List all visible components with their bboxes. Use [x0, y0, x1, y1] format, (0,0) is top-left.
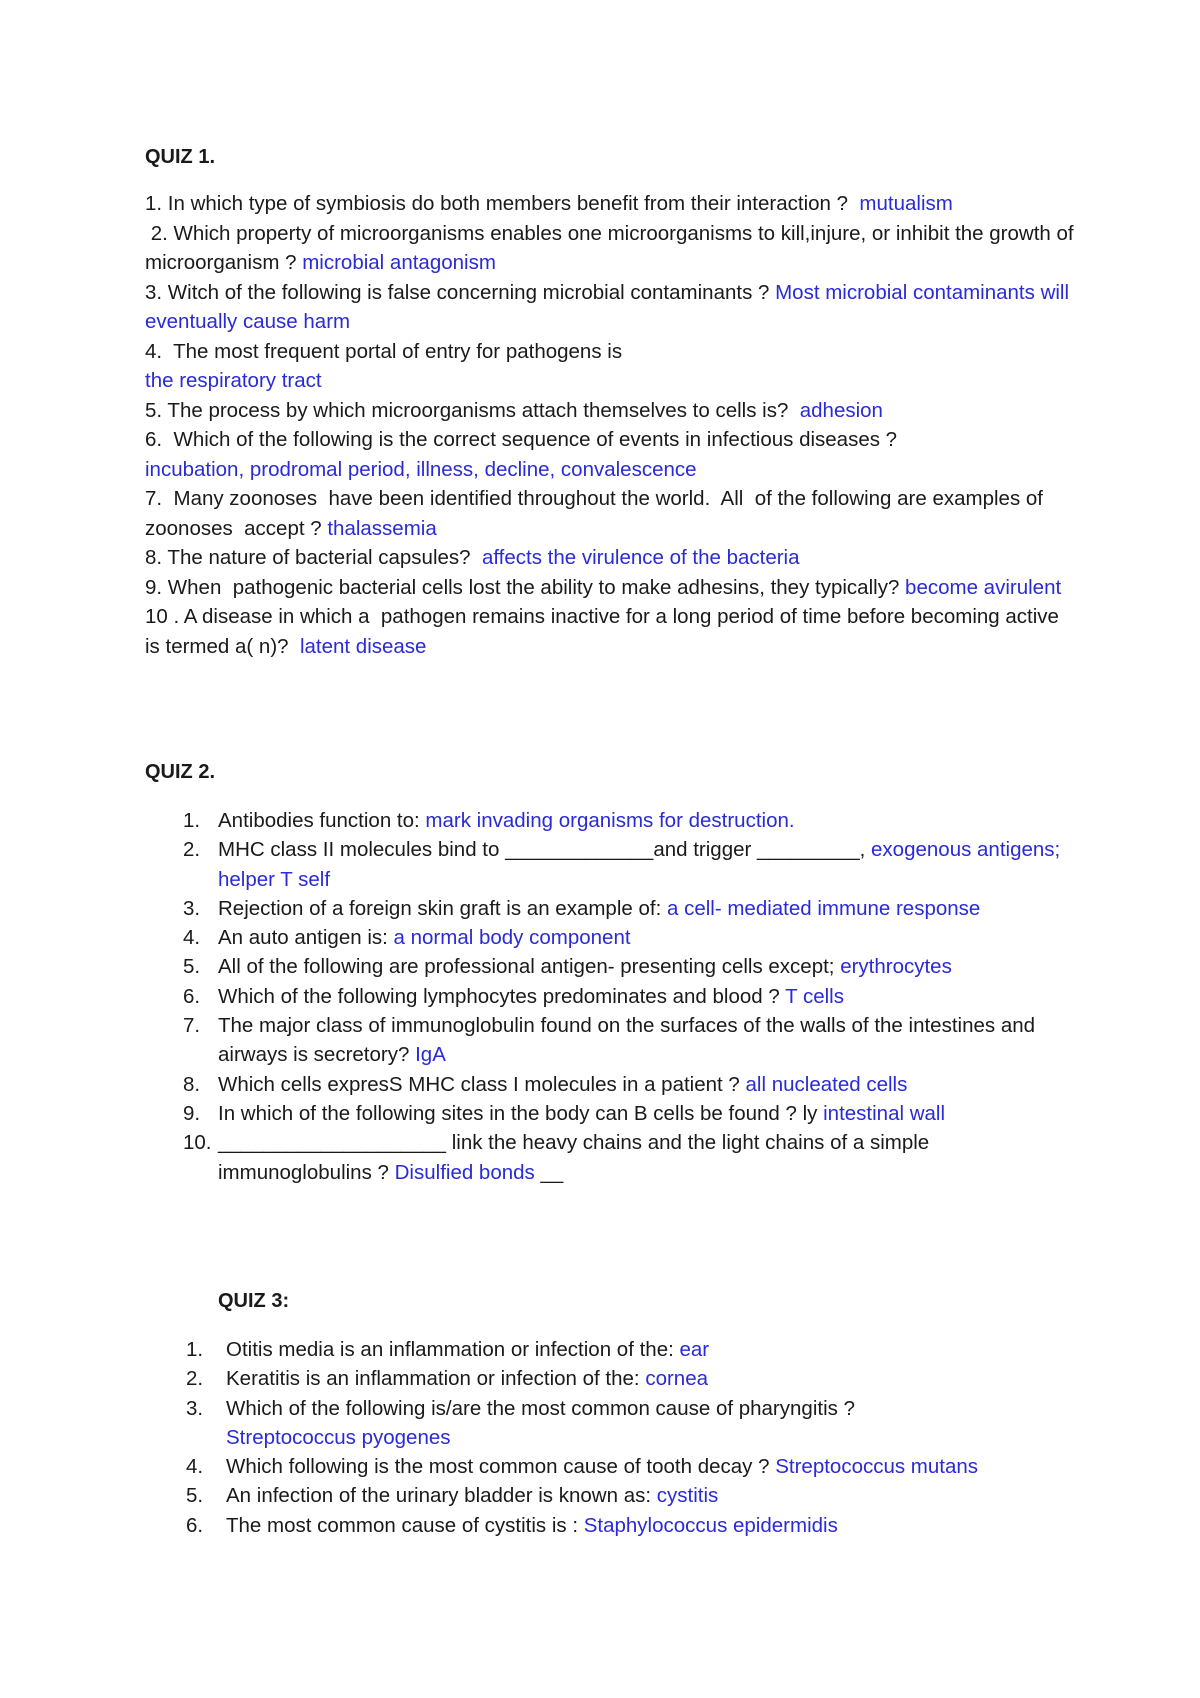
quiz-3-question-list: [186, 1335, 1098, 1540]
quiz-1-question: [145, 484, 1075, 543]
list-item: [186, 1511, 1098, 1540]
answer-text: Staphylococcus epidermidis: [583, 1513, 838, 1537]
list-item: [145, 952, 1075, 981]
quiz-2-heading: QUIZ 2.: [145, 761, 216, 783]
answer-text: ear: [679, 1338, 710, 1361]
answer-text: cystitis: [656, 1484, 719, 1508]
quiz-1-question: [145, 573, 1075, 603]
answer-text: incubation, prodromal period, illness, decline, convalescence: [145, 457, 697, 481]
question-text: 7. Many zoonoses have been identified throughout the world. All of the following are examples of zoonoses accept ?: [145, 487, 1049, 540]
list-item: [145, 894, 1075, 923]
question-text: Keratitis is an inflammation or infection of the:: [226, 1367, 646, 1391]
quiz-1-question: [145, 278, 1075, 337]
list-item: [145, 806, 1075, 835]
quiz-1-question: [145, 337, 1075, 396]
question-text: 9. When pathogenic bacterial cells lost the ability to make adhesins, they typically?: [145, 575, 906, 599]
answer-text: exogenous antigens; helper T self: [218, 838, 1061, 891]
quiz-1-question: [145, 425, 1075, 484]
answer-text: thalassemia: [327, 516, 437, 540]
question-text: Antibodies function to:: [218, 809, 426, 832]
answer-text: mark invading organisms for destruction.: [425, 809, 795, 832]
answer-text: a normal body component: [393, 926, 631, 950]
question-text: Which following is the most common cause of tooth decay ?: [226, 1455, 776, 1479]
quiz-1-question: [145, 189, 1075, 219]
answer-tail: __: [534, 1160, 564, 1184]
answer-text: become avirulent: [905, 575, 1062, 599]
quiz-3-section: [186, 1290, 1098, 1540]
item-number: 9.: [183, 1101, 201, 1125]
question-text: 1. In which type of symbiosis do both members benefit from their interaction ?: [145, 192, 860, 215]
item-number: 4.: [183, 926, 201, 950]
answer-text: the respiratory tract: [145, 369, 322, 392]
question-text: 5. The process by which microorganisms attach themselves to cells is?: [145, 398, 800, 422]
list-item: [186, 1364, 1098, 1393]
question-text: 10 . A disease in which a pathogen remains inactive for a long period of time before becoming active is termed a( n)?: [145, 605, 1065, 658]
question-text: Otitis media is an inflammation or infection of the:: [226, 1338, 680, 1361]
question-text: Which cells expresS MHC class I molecules in a patient ?: [218, 1072, 746, 1096]
list-item: [145, 1128, 1075, 1187]
list-item: [186, 1335, 1098, 1364]
question-text: An infection of the urinary bladder is known as:: [226, 1484, 657, 1508]
question-text: 4. The most frequent portal of entry for pathogens is: [145, 339, 623, 363]
answer-text: latent disease: [299, 634, 427, 658]
answer-text: cornea: [645, 1367, 708, 1391]
answer-text: affects the virulence of the bacteria: [481, 546, 800, 569]
quiz-1-question: [145, 543, 1075, 573]
answer-text: intestinal wall: [823, 1101, 946, 1125]
answer-text: microbial antagonism: [302, 251, 496, 274]
quiz-1-heading: QUIZ 1.: [145, 146, 216, 168]
item-number: 1.: [183, 809, 201, 832]
quiz-1-question: [145, 602, 1075, 661]
list-item: [186, 1481, 1098, 1510]
answer-text: IgA: [415, 1043, 446, 1067]
list-item: [145, 982, 1075, 1011]
list-item: [186, 1452, 1098, 1481]
answer-text: Streptococcus pyogenes: [226, 1425, 451, 1449]
item-number: 5.: [183, 955, 201, 979]
question-text: Rejection of a foreign skin graft is an example of:: [218, 896, 667, 920]
list-item: [145, 1011, 1075, 1070]
quiz-1-question: [145, 219, 1080, 278]
list-item: [145, 1070, 1075, 1099]
answer-text: a cell- mediated immune response: [666, 896, 981, 920]
question-text: 2. Which property of microorganisms enables one microorganisms to kill,injure, or inhibit the growth of microorganism ?: [145, 221, 1080, 274]
item-number: 8.: [183, 1072, 201, 1096]
question-text: In which of the following sites in the body can B cells be found ? ly: [218, 1101, 824, 1125]
item-number: 6.: [183, 984, 201, 1008]
answer-text: T cells: [785, 984, 844, 1008]
answer-text: Most microbial contaminants will eventually cause harm: [145, 280, 1075, 333]
item-number: 10.: [183, 1131, 212, 1155]
item-number: 3.: [186, 1396, 204, 1420]
answer-text: adhesion: [799, 398, 883, 422]
question-text: All of the following are professional antigen- presenting cells except;: [218, 955, 841, 979]
list-item: [145, 1099, 1075, 1128]
quiz-2-section: [145, 761, 1075, 1187]
item-number: 6.: [186, 1513, 204, 1537]
quiz-3-heading: QUIZ 3:: [218, 1290, 290, 1312]
question-text: 6. Which of the following is the correct sequence of events in infectious diseases ?: [145, 428, 898, 451]
item-number: 3.: [183, 896, 201, 920]
item-number: 4.: [186, 1455, 204, 1479]
answer-text: erythrocytes: [840, 955, 952, 979]
question-text: MHC class II molecules bind to _____________and trigger _________,: [218, 838, 872, 862]
quiz-1-section: [145, 146, 1080, 661]
answer-text: Streptococcus mutans: [775, 1455, 979, 1479]
item-number: 2.: [186, 1367, 204, 1391]
quiz-2-question-list: [145, 806, 1075, 1187]
question-text: 8. The nature of bacterial capsules?: [145, 546, 482, 569]
item-number: 5.: [186, 1484, 204, 1508]
question-text: The most common cause of cystitis is :: [226, 1513, 584, 1537]
list-item: [186, 1394, 1098, 1453]
answer-text: Disulfied bonds: [394, 1160, 535, 1184]
answer-text: all nucleated cells: [745, 1072, 908, 1096]
question-text: 3. Witch of the following is false concerning microbial contaminants ?: [145, 280, 776, 304]
question-text: An auto antigen is:: [218, 926, 394, 950]
list-item: [145, 923, 1075, 952]
list-item: [145, 835, 1075, 894]
quiz-1-question-list: [145, 189, 1080, 661]
answer-text: mutualism: [859, 192, 953, 215]
item-number: 2.: [183, 838, 201, 862]
question-text: Which of the following is/are the most common cause of pharyngitis ?: [226, 1396, 855, 1420]
question-text: ____________________ link the heavy chains and the light chains of a simple immunoglobulins ?: [218, 1131, 930, 1184]
question-text: Which of the following lymphocytes predominates and blood ?: [218, 984, 786, 1008]
quiz-1-question: [145, 396, 1075, 426]
question-text: The major class of immunoglobulin found on the surfaces of the walls of the intestines and airways is secretory?: [218, 1014, 1036, 1067]
item-number: 1.: [186, 1338, 204, 1361]
item-number: 7.: [183, 1014, 201, 1038]
